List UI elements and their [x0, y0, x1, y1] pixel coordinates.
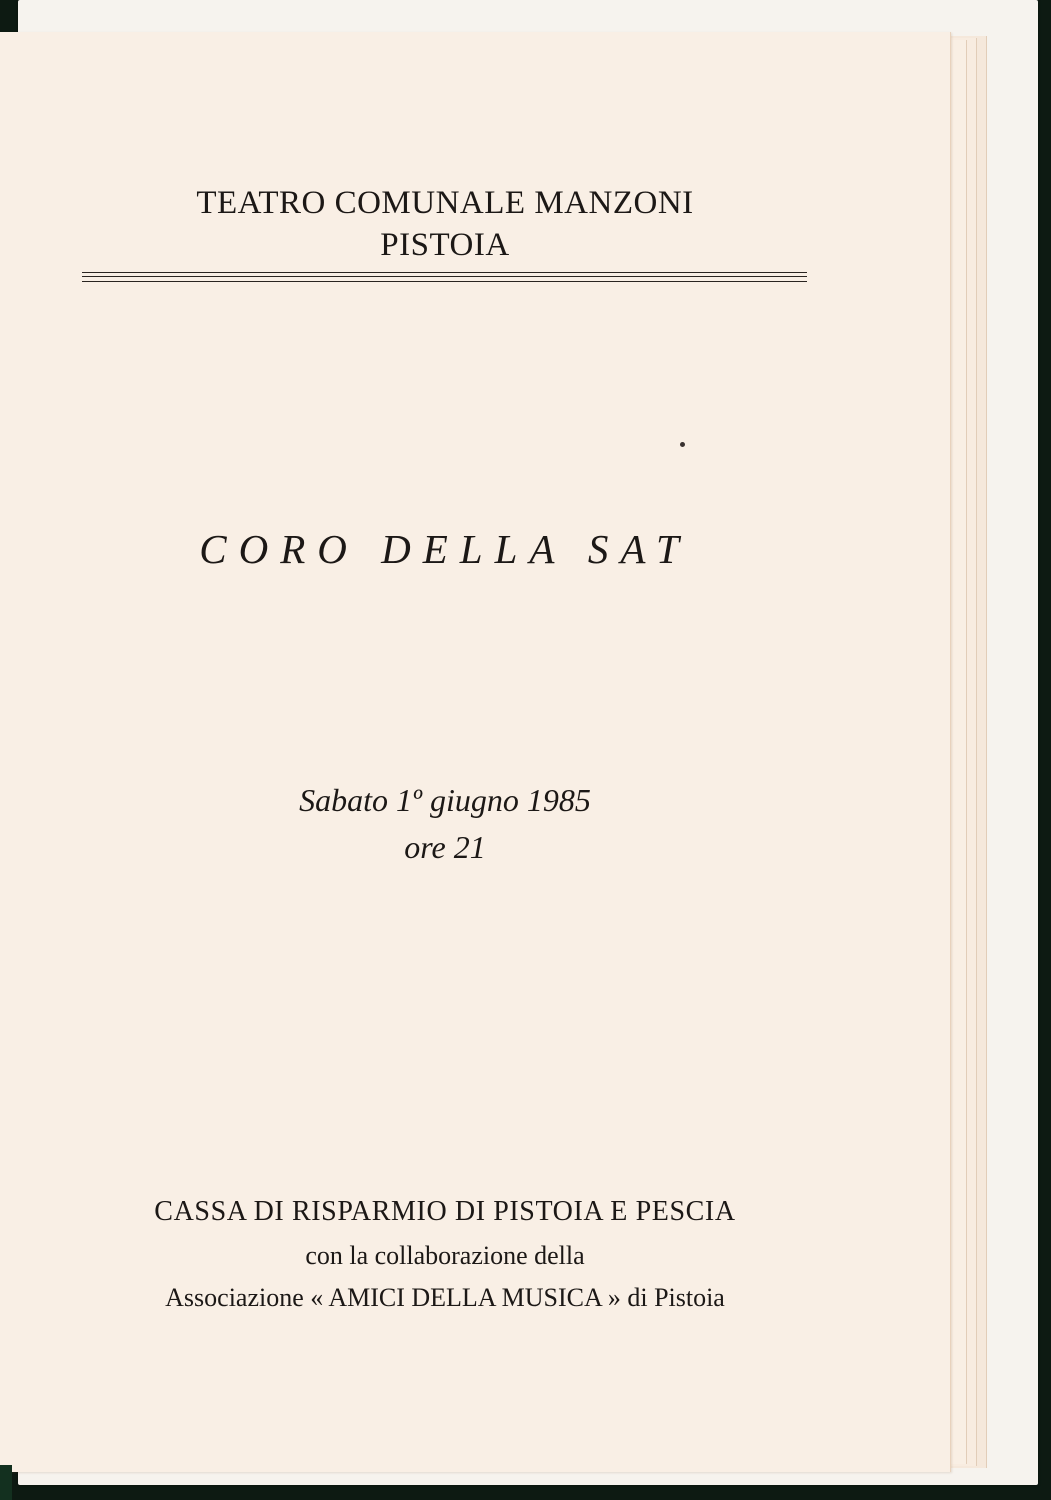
concert-title: CORO DELLA SAT [199, 526, 691, 572]
ink-speck [680, 442, 685, 447]
association-line: Associazione « AMICI DELLA MUSICA » di Pistoia [165, 1283, 725, 1312]
concert-time: ore 21 [404, 829, 486, 865]
scan-border [0, 1465, 12, 1500]
sponsor-name: CASSA DI RISPARMIO DI PISTOIA E PESCIA [154, 1196, 736, 1227]
program-cover-page [0, 32, 951, 1472]
city-name: PISTOIA [380, 227, 510, 263]
triple-rule-divider [82, 272, 807, 284]
theatre-name: TEATRO COMUNALE MANZONI [196, 185, 694, 221]
concert-date: Sabato 1º giugno 1985 [299, 782, 591, 818]
collaboration-line: con la collaborazione della [305, 1241, 585, 1270]
